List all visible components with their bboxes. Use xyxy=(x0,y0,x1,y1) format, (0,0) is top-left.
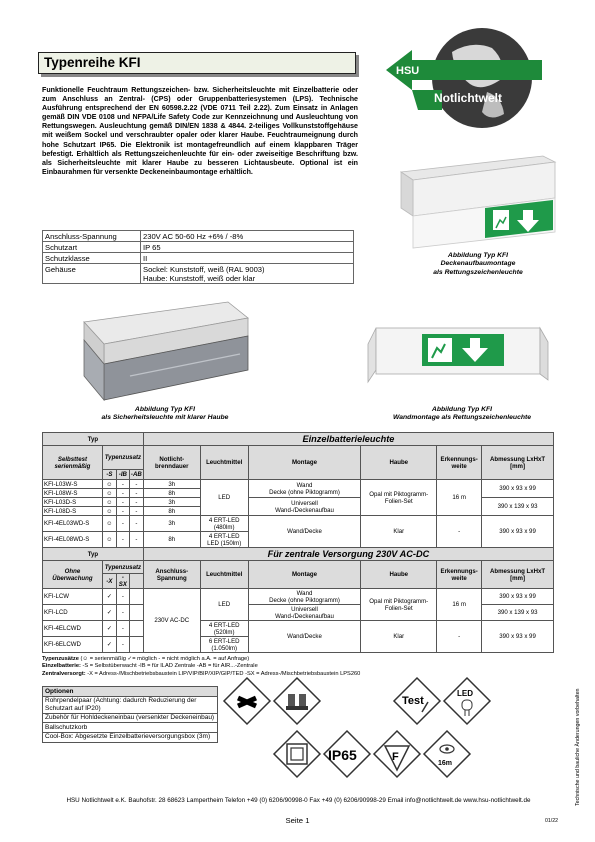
table-row: KFI-4ELCWD ✓ - 4 ERT-LED (520lm) Wand/Decke Klar - 390 x 93 x 99 xyxy=(43,621,554,637)
table-row: KFI-L08W-S ☺ - - 8h xyxy=(43,489,554,498)
caption-ceiling: Abbildung Typ KFI Deckenaufbaumontage als Rettungszeichenleuchte xyxy=(433,252,523,276)
table-row: KFI-6ELCWD ✓ - 6 ERT-LED (1.050lm) xyxy=(43,637,554,653)
options-table: Optionen Rohrpendelpaar (Achtung: dadurch Reduzierung der Schutzart auf IP20) Zubehör für Hohldeckeneinbau (versenkter Deckeneinbau) Ballschutzkorb Cool-Box: Abgesetzte Einzelbatterieversorgungsbox (3m) xyxy=(42,686,218,743)
product-table: Typ Einzelbatterieleuchte Selbsttest serienmäßig Typenzusatz Notlicht-brenndauer Leuchtmittel Montage Haube Erkennungs-weite Abmessung LxHxT [mm] -S -IB -AB KFI-L03W-S ☺ - - 3h LED Wand Decke (ohne Piktogramm) Opal mit Piktogramm- Folien-Set 16 m 390 x 93 x 99 KFI-L08W-S ☺ - - 8h KFI-L03D-S ☺ - - 3h Universell Wand-/Deckenaufbau 390 x 139 x 93 KFI-L08D-S ☺ - - 8h KFI-4EL03WD-S ☺ - - 3h 4 ERT-LED (480lm) Wand/Decke Klar - 390 x 93 x 99 KFI-4EL08WD-S ☺ - - 8h 4 ERT-LED LED (150lm) Typ Für zentrale Versorgung 230V AC-DC Ohne Überwachung Typenzusatz Anschluss-Spannung Leuchtmittel Montage Haube Erkennungs-weite Abmessung LxHxT [mm] -X -SX KFI-LCW ✓ - 230V AC-DC LED Wand Decke (ohne Piktogramm) Opal mit Piktogramm- Folien-Set 16 m 390 x 93 x 99 KFI-LCD ✓ - Universell Wand-/Deckenaufbau 390 x 139 x 93 KFI-4ELCWD ✓ - 4 ERT-LED (520lm) Wand/Decke Klar - 390 x 93 x 99 KFI-6ELCWD ✓ - 6 ERT-LED (1.050lm) xyxy=(42,432,554,653)
ip65-icon xyxy=(324,731,370,777)
section-title: Einzelbatterieleuchte xyxy=(143,433,553,446)
security-luminaire-image xyxy=(70,296,260,402)
title-box xyxy=(38,52,356,74)
page-title: Typenreihe KFI xyxy=(44,55,141,70)
protection-class-icon xyxy=(274,731,320,777)
table-row: KFI-LCD ✓ - Universell Wand-/Deckenaufbau 390 x 139 x 93 xyxy=(43,605,554,621)
f-mark-icon xyxy=(374,731,420,777)
svg-text:16m: 16m xyxy=(438,760,453,767)
svg-text:Test: Test xyxy=(402,695,424,707)
table-row: KFI-L03W-S ☺ - - 3h LED Wand Decke (ohne Piktogramm) Opal mit Piktogramm- Folien-Set 16 m 390 x 93 x 99 xyxy=(43,480,554,489)
intro-text: Funktionelle Feuchtraum Rettungszeichen- bzw. Sicherheitsleuchte mit Einzelbatterie oder zum Anschluss an Zentral- (CPS) oder Gruppenbatteriesystemen (LPS). Technische Ausführung entsprechend der EN 60598.2.22 (VDE 0711 Teil 2.22). Zum Einsatz in Anlagen gemäß DIN VDE 0108 und NFPA/Life Safety Code zur Kennzeichnung und Ausleuchtung von Rettungswegen. Ausleuchtung gemäß DIN/EN 1838 & 4844. 2-teiliges Vollkunststoffgehäuse mit weißem Sockel und verschraubter opaler oder klarer Haube. Feuchtraumeignung durch hohe Schutzart IP65. Die Elektronik ist montagefreundlich auf einem klappbaren Träger befestigt. Erhältlich als Rettungszeichenleuchte für ein- oder zweiseitige Beschriftung bzw. als Sicherheitsleuchte mit klarer Haube zu besseren Lichtausbeute. Optional ist ein Einbaurahmen für versenkte Deckeneinbaumontage erhältlich. xyxy=(42,86,358,176)
option-item: Cool-Box: Abgesetzte Einzelbatterieversorgungsbox (3m) xyxy=(43,732,218,742)
fire-safety-icon xyxy=(274,678,320,724)
svg-text:LED: LED xyxy=(457,689,473,698)
spec-row: Gehäuse Sockel: Kunststoff, weiß (RAL 9003) Haube: Kunststoff, weiß oder klar xyxy=(43,264,354,284)
caption-wall: Abbildung Typ KFI Wandmontage als Rettungszeichenleuchte xyxy=(392,406,532,422)
test-icon xyxy=(394,678,440,724)
svg-text:F: F xyxy=(392,751,399,763)
hsu-logo xyxy=(382,22,560,134)
option-item: Rohrpendelpaar (Achtung: dadurch Reduzierung der Schutzart auf IP20) xyxy=(43,696,218,713)
section-title: Für zentrale Versorgung 230V AC-DC xyxy=(143,548,553,561)
table-row: KFI-L03D-S ☺ - - 3h Universell Wand-/Deckenaufbau 390 x 139 x 93 xyxy=(43,498,554,507)
certification-icons xyxy=(222,676,520,786)
recognition-distance-icon xyxy=(424,731,470,777)
wall-luminaire-image xyxy=(362,320,554,392)
table-row: KFI-4EL08WD-S ☺ - - 8h 4 ERT-LED LED (150lm) xyxy=(43,532,554,548)
table-row: KFI-LCW ✓ - 230V AC-DC LED Wand Decke (ohne Piktogramm) Opal mit Piktogramm- Folien-Set 16 m 390 x 93 x 99 xyxy=(43,589,554,605)
spec-table xyxy=(42,230,354,284)
option-item: Zubehör für Hohldeckeneinbau (versenkter Deckeneinbau) xyxy=(43,713,218,723)
no-flammable-surface-icon xyxy=(224,678,270,724)
legend: Typenzusätze (☺ = serienmäßig ✓= möglich - = nicht möglich a.A. = auf Anfrage) Einzelbatterie: -S = Selbstüberwacht -IB = für ILAD Zentrale -AB = für AIR...-Zentrale Zentralversorgt: -X = Adress-/Mischbetriebsbaustein LIP/VIP/BIP/XIP/GIP/TED -SX = Adress-/Mischbetriebsbaustein LPS260 xyxy=(42,656,361,677)
vertical-note: Technische und bauliche Änderungen vorbehalten xyxy=(575,688,581,806)
svg-text:IP65: IP65 xyxy=(328,747,357,763)
spec-row: Schutzklasse II xyxy=(43,253,354,264)
option-item: Ballschutzkorb xyxy=(43,723,218,733)
version: 01/22 xyxy=(545,818,558,824)
spec-row: Anschluss-Spannung 230V AC 50-60 Hz +6% / -8% xyxy=(43,231,354,242)
caption-security: Abbildung Typ KFI als Sicherheitsleuchte mit klarer Haube xyxy=(101,406,229,422)
spec-row: Schutzart IP 65 xyxy=(43,242,354,253)
logo-brand: HSU xyxy=(396,65,420,77)
table-row: KFI-L08D-S ☺ - - 8h xyxy=(43,507,554,516)
footer-address: HSU Notlichtwelt e.K. Bauhofstr. 28 68623 Lampertheim Telefon +49 (0) 6206/90998-0 Fax +49 (0) 6206/90998-29 Email info@notlichtwelt.de www.hsu-notlichtwelt.de xyxy=(66,797,531,804)
ceiling-luminaire-image xyxy=(393,150,561,250)
page-number: Seite 1 xyxy=(285,816,310,825)
table-row: KFI-4EL03WD-S ☺ - - 3h 4 ERT-LED (480lm) Wand/Decke Klar - 390 x 93 x 99 xyxy=(43,516,554,532)
led-icon xyxy=(444,678,490,724)
logo-name: Notlichtwelt xyxy=(434,91,502,105)
